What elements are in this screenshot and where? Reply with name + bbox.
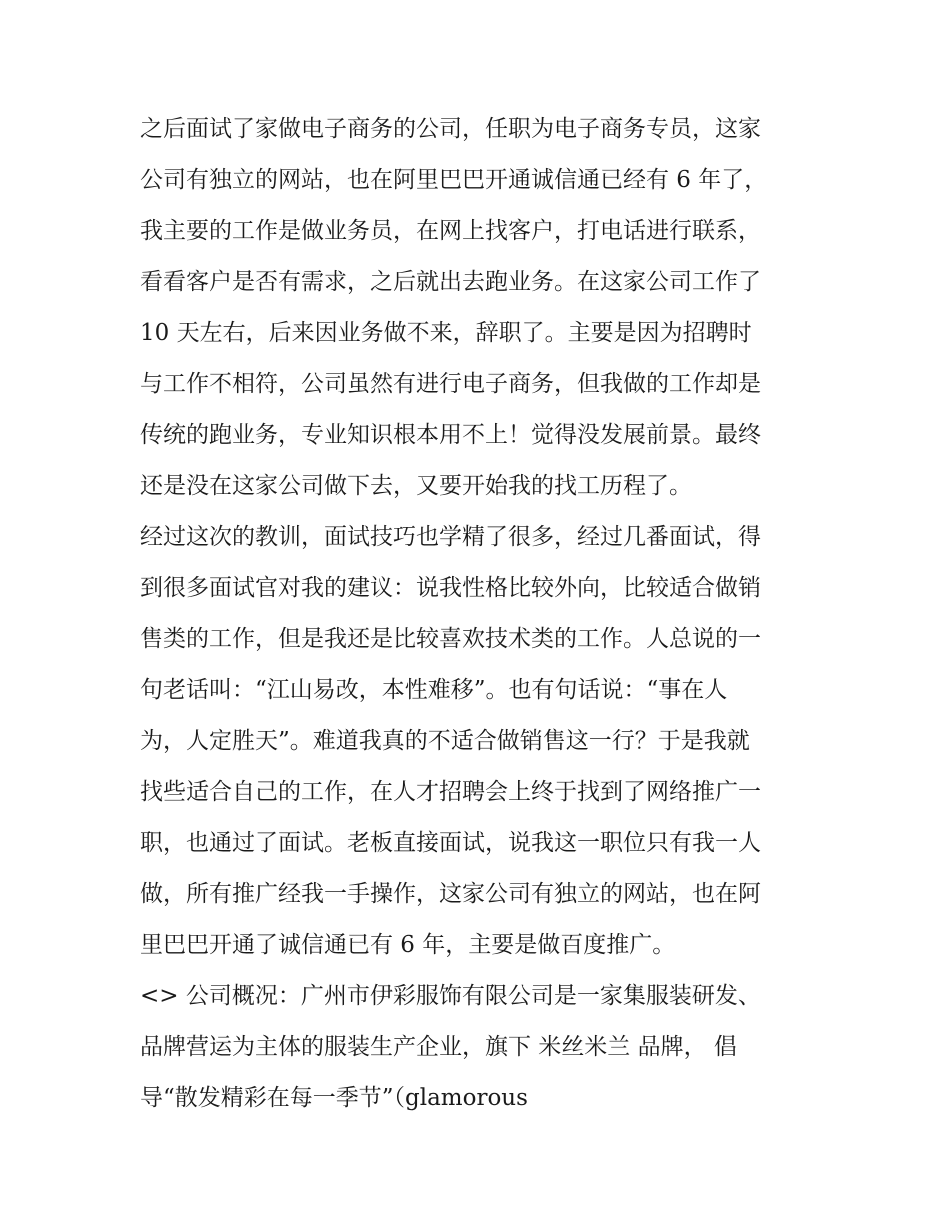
text-line: 之后面试了家做电子商务的公司，任职为电子商务专员，这家: [140, 116, 761, 142]
text-line: 还是没在这家公司做下去，又要开始我的找工历程了。: [140, 473, 692, 499]
text-line: 传统的跑业务，专业知识根本用不上！觉得没发展前景。最终: [140, 422, 761, 448]
text-line: 公司有独立的网站，也在阿里巴巴开通诚信通已经有 6 年了，: [140, 167, 768, 193]
text-line: 句老话叫：“江山易改，本性难移”。也有句话说：“事在人: [140, 677, 728, 703]
text-line: 看看客户是否有需求，之后就出去跑业务。在这家公司工作了: [140, 269, 761, 295]
text-line: 里巴巴开通了诚信通已有 6 年，主要是做百度推广。: [140, 932, 676, 958]
text-line: 做，所有推广经我一手操作，这家公司有独立的网站，也在阿: [140, 881, 761, 907]
text-line: 品牌营运为主体的服装生产企业，旗下 米丝米兰 品牌， 倡: [140, 1034, 737, 1060]
text-line: 职，也通过了面试。老板直接面试，说我这一职位只有我一人: [140, 830, 761, 856]
text-line: <> 公司概况：广州市伊彩服饰有限公司是一家集服装研发、: [140, 983, 761, 1009]
text-line: 找些适合自己的工作，在人才招聘会上终于找到了网络推广一: [140, 779, 761, 805]
text-line: 我主要的工作是做业务员，在网上找客户，打电话进行联系，: [140, 218, 761, 244]
text-line: 导“散发精彩在每一季节”（glamorous: [140, 1085, 528, 1111]
text-line: 10 天左右，后来因业务做不来，辞职了。主要是因为招聘时: [140, 320, 752, 346]
text-line: 与工作不相符，公司虽然有进行电子商务，但我做的工作却是: [140, 371, 761, 397]
text-line: 经过这次的教训，面试技巧也学精了很多，经过几番面试，得: [140, 524, 761, 550]
text-line: 到很多面试官对我的建议：说我性格比较外向，比较适合做销: [140, 575, 761, 601]
text-line: 售类的工作，但是我还是比较喜欢技术类的工作。人总说的一: [140, 626, 761, 652]
body-text: [140, 104, 820, 1124]
text-line: 为，人定胜天”。难道我真的不适合做销售这一行？于是我就: [140, 728, 750, 754]
